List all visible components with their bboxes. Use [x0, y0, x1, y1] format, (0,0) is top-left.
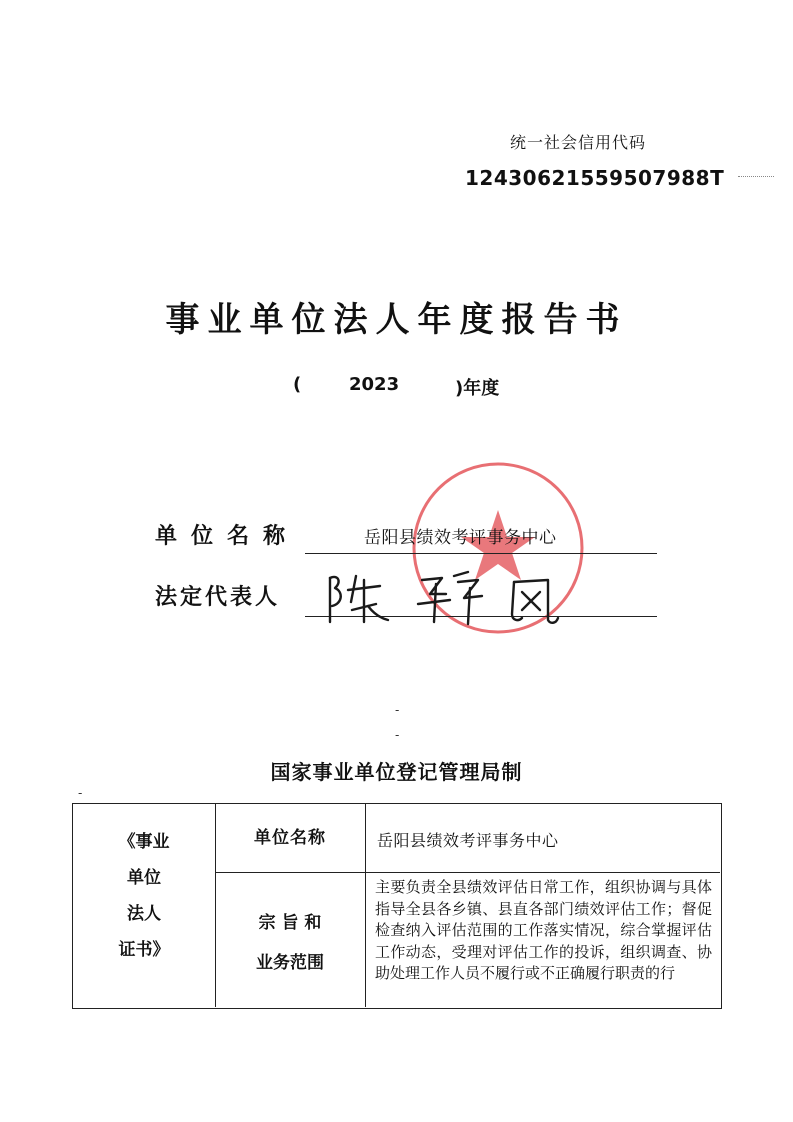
unit-name-value: 岳阳县绩效考评事务中心	[364, 528, 557, 548]
certificate-label-line: 法人	[127, 904, 161, 924]
scope-label-line: 业务范围	[256, 953, 324, 973]
handwritten-signature	[318, 560, 568, 630]
issuing-authority: 国家事业单位登记管理局制	[270, 760, 523, 784]
table-divider-h1	[215, 872, 720, 873]
table-unit-name-value: 岳阳县绩效考评事务中心	[377, 831, 559, 850]
center-mark-bottom: -	[395, 728, 400, 742]
center-mark-top: -	[395, 703, 400, 717]
year-line	[0, 374, 793, 398]
margin-mark: -	[78, 786, 83, 800]
scope-label-line: 宗 旨 和	[258, 913, 322, 933]
year-open-paren: (	[293, 374, 302, 395]
certificate-label-line: 证书》	[118, 940, 170, 960]
credit-code-label: 统一社会信用代码	[510, 133, 647, 152]
scope-label-cell	[215, 903, 365, 983]
credit-code-value: 12430621559507988T	[465, 166, 725, 190]
certificate-label-line: 《事业	[118, 832, 170, 852]
unit-name-underline	[305, 553, 657, 554]
year-suffix: )年度	[455, 378, 500, 399]
scan-edge-mark	[738, 176, 774, 177]
report-title: 事业单位法人年度报告书	[165, 300, 628, 340]
unit-name-label: 单位名称	[155, 524, 300, 549]
table-unit-name-label: 单位名称	[254, 828, 326, 848]
year-value: 2023	[349, 374, 400, 395]
certificate-label-line: 单位	[127, 868, 161, 888]
scope-text: 主要负责全县绩效评估日常工作，组织协调与具体指导全县各乡镇、县直各部门绩效评估工作；督促检查纳入评估范围的工作落实情况，综合掌握评估工作动态，受理对评估工作的投诉，组织调查、协助处理工作人员不履行或不正确履行职责的行	[375, 878, 712, 982]
certificate-table	[72, 803, 722, 1009]
certificate-label-cell	[73, 824, 215, 968]
legal-rep-label: 法定代表人	[155, 585, 281, 610]
